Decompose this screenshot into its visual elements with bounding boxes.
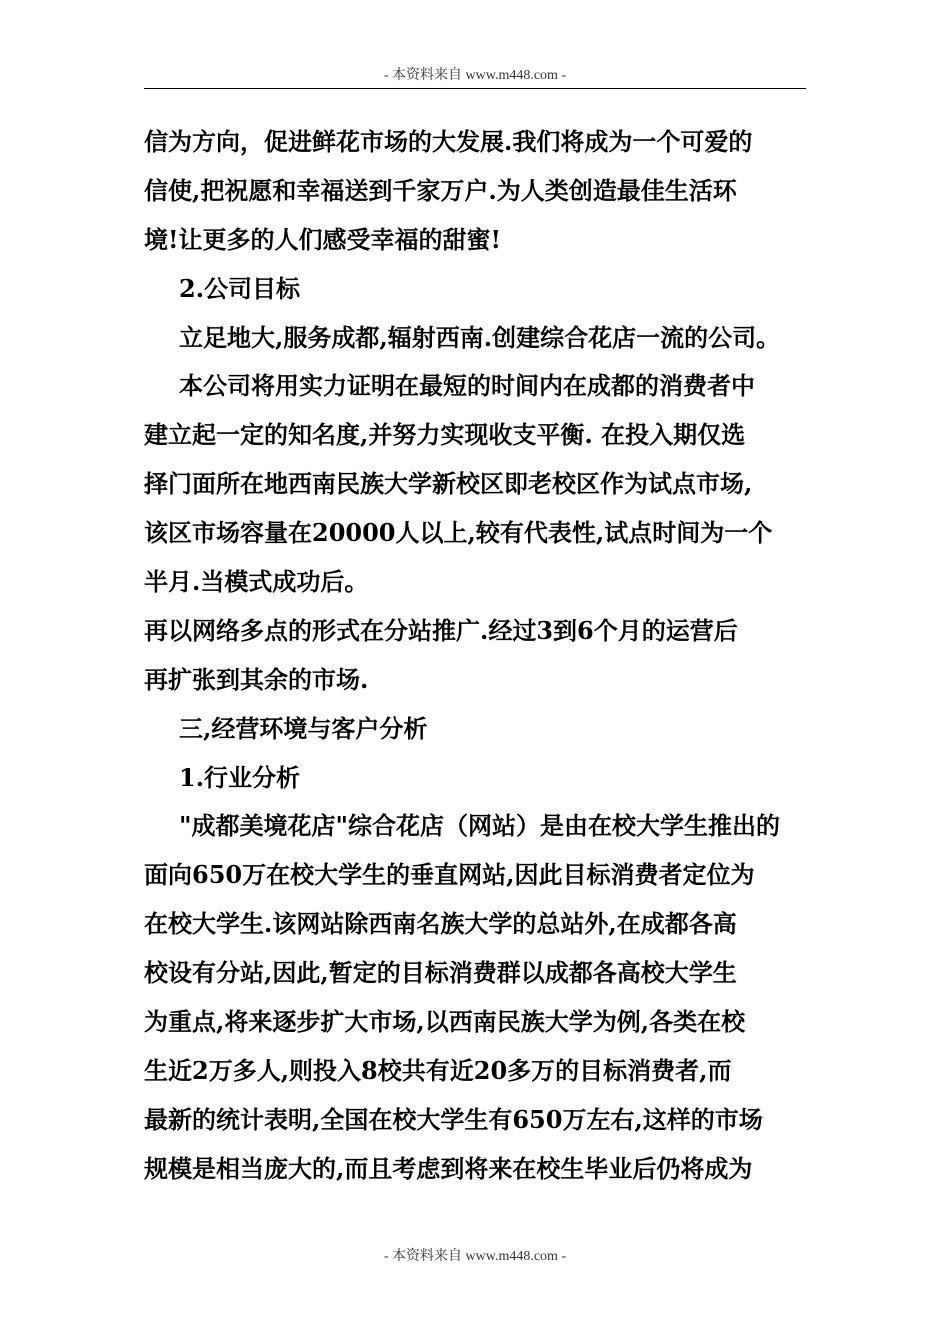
text-line: 在校大学生.该网站除西南名族大学的总站外,在成都各高 [144,909,737,939]
section-heading-industry: 1.行业分析 [179,762,301,792]
text-line: 境!让更多的人们感受幸福的甜蜜! [144,224,502,254]
text-line: 该区市场容量在20000人以上,较有代表性,试点时间为一个 [144,518,773,548]
text-line: 再以网络多点的形式在分站推广.经过3到6个月的运营后 [144,615,738,645]
text-line: 本公司将用实力证明在最短的时间内在成都的消费者中 [179,371,755,401]
text-line: 面向650万在校大学生的垂直网站,因此目标消费者定位为 [144,860,755,890]
text-line: 校设有分站,因此,暂定的目标消费群以成都各高校大学生 [144,958,737,988]
text-line: 规模是相当庞大的,而且考虑到将来在校生毕业后仍将成为 [144,1153,753,1183]
text-line: "成都美境花店"综合花店（网站）是由在校大学生推出的 [179,811,781,841]
text-line: 为重点,将来逐步扩大市场,以西南民族大学为例,各类在校 [144,1007,746,1037]
section-heading-company-goal: 2.公司目标 [179,273,301,303]
document-body [144,118,824,1194]
header-source-note: - 本资料来自 www.m448.com - [383,68,567,83]
text-line: 信为方向，促进鲜花市场的大发展.我们将成为一个可爱的 [144,127,753,156]
text-line: 最新的统计表明,全国在校大学生有650万左右,这样的市场 [144,1104,763,1134]
footer-source-note: - 本资料来自 www.m448.com - [383,1249,567,1264]
text-line: 生近2万多人,则投入8校共有近20多万的目标消费者,而 [144,1055,732,1085]
text-line: 信使,把祝愿和幸福送到千家万户.为人类创造最佳生活环 [144,175,737,205]
section-heading-environment: 三,经营环境与客户分析 [179,713,428,743]
text-line: 立足地大,服务成都,辐射西南.创建综合花店一流的公司。 [179,322,781,352]
text-line: 半月.当模式成功后。 [144,567,369,597]
text-line: 再扩张到其余的市场. [144,664,369,694]
text-line: 建立起一定的知名度,并努力实现收支平衡. 在投入期仅选 [144,420,746,450]
header-divider [144,88,806,89]
text-line: 择门面所在地西南民族大学新校区即老校区作为试点市场, [144,469,753,499]
